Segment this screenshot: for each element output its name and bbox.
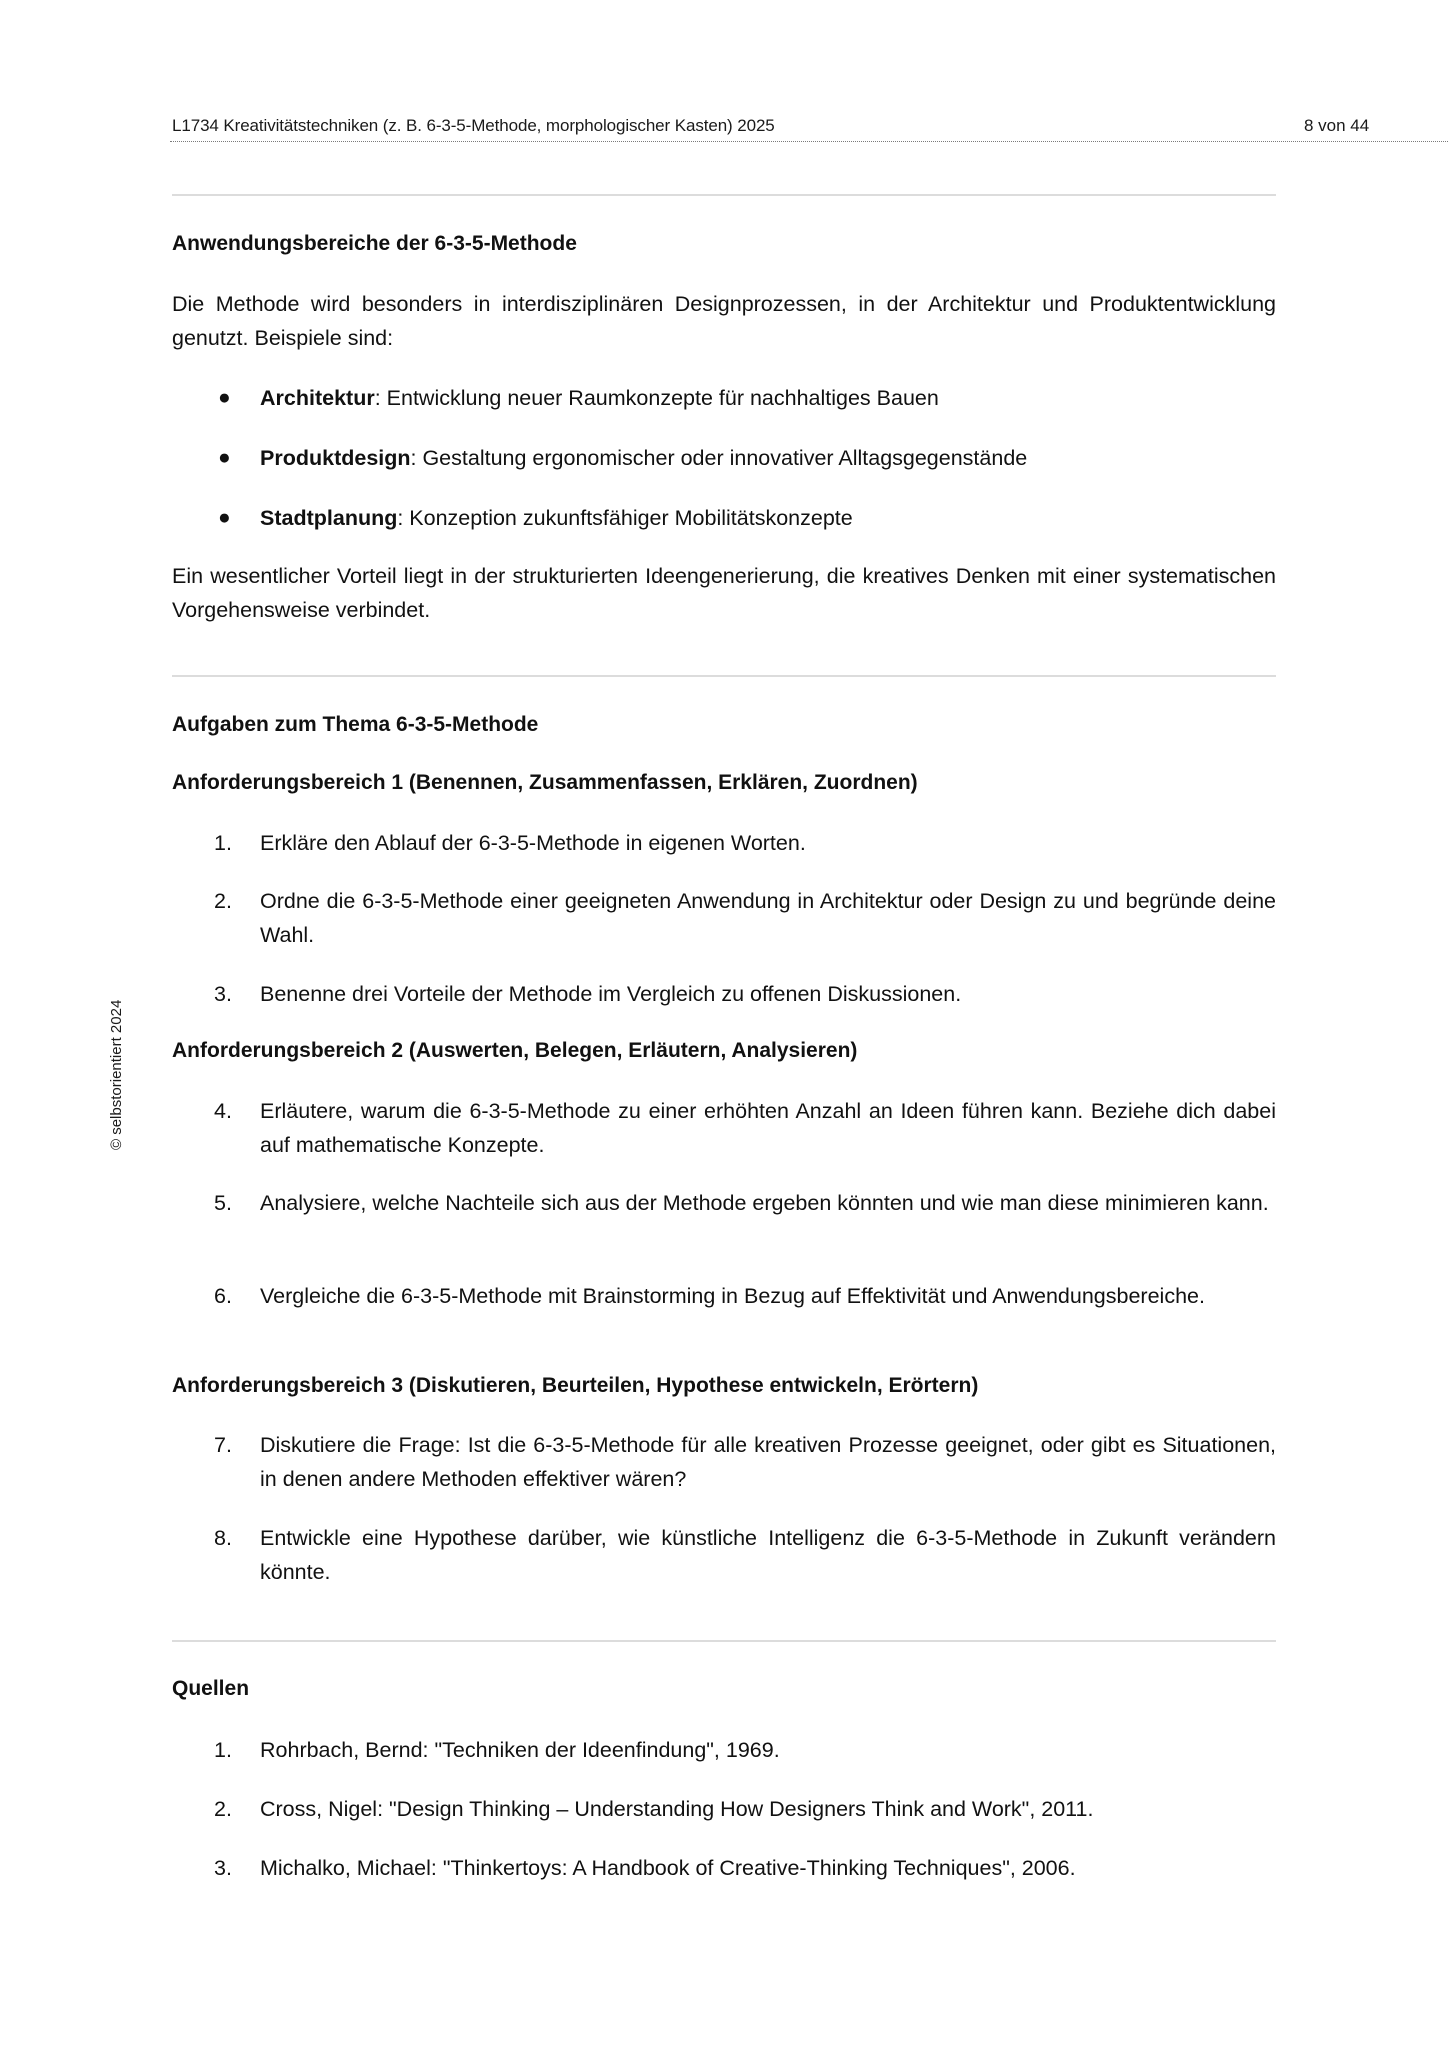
copyright-note: © selbstorientiert 2024 [108, 999, 125, 1150]
bullet-description: : Gestaltung ergonomischer oder innovativer Alltagsgegenstände [410, 446, 1028, 470]
requirement-area-heading: Anforderungsbereich 1 (Benennen, Zusammenfassen, Erklären, Zuordnen) [172, 771, 918, 794]
section-divider [172, 675, 1276, 677]
task-number: 8. [214, 1526, 232, 1550]
section-divider [172, 194, 1276, 196]
header-divider [170, 141, 1448, 142]
task-number: 7. [214, 1433, 232, 1457]
task-text: Diskutiere die Frage: Ist die 6-3-5-Methode für alle kreativen Prozesse geeignet, oder gibt es Situationen, in denen andere Methoden effektiver wären? [260, 1433, 1276, 1491]
bullet-icon: ● [218, 386, 231, 409]
task-text: Erläutere, warum die 6-3-5-Methode zu einer erhöhten Anzahl an Ideen führen kann. Beziehe dich dabei auf mathematische Konzepte. [260, 1099, 1276, 1157]
bullet-term: Architektur [260, 386, 375, 410]
page-indicator: 8 von 44 [1304, 116, 1370, 135]
application-intro: Die Methode wird besonders in interdisziplinären Designprozessen, in der Architektur und Produktentwicklung genutzt. Beispiele sind: [172, 292, 1276, 350]
source-number: 3. [214, 1856, 232, 1880]
source-text: Michalko, Michael: "Thinkertoys: A Handbook of Creative-Thinking Techniques", 2006. [260, 1856, 1076, 1880]
section-heading-tasks: Aufgaben zum Thema 6-3-5-Methode [172, 713, 539, 736]
task-text: Analysiere, welche Nachteile sich aus der Methode ergeben könnten und wie man diese minimieren kann. [260, 1191, 1269, 1215]
bullet-icon: ● [218, 506, 231, 529]
task-text: Vergleiche die 6-3-5-Methode mit Brainstorming in Bezug auf Effektivität und Anwendungsbereiche. [260, 1284, 1205, 1308]
bullet-term: Produktdesign [260, 446, 411, 470]
task-text: Benenne drei Vorteile der Methode im Vergleich zu offenen Diskussionen. [260, 982, 962, 1006]
source-number: 2. [214, 1797, 232, 1821]
section-heading-application: Anwendungsbereiche der 6-3-5-Methode [172, 232, 577, 255]
task-number: 6. [214, 1284, 232, 1308]
bullet-icon: ● [218, 446, 231, 469]
bullet-description: : Entwicklung neuer Raumkonzepte für nachhaltiges Bauen [374, 386, 939, 410]
task-text: Ordne die 6-3-5-Methode einer geeigneten Anwendung in Architektur oder Design zu und begründe deine Wahl. [260, 889, 1276, 947]
task-text: Entwickle eine Hypothese darüber, wie künstliche Intelligenz die 6-3-5-Methode in Zukunft verändern könnte. [260, 1526, 1276, 1584]
source-text: Rohrbach, Bernd: "Techniken der Ideenfindung", 1969. [260, 1738, 780, 1762]
task-number: 4. [214, 1099, 232, 1123]
bullet-description: : Konzeption zukunftsfähiger Mobilitätskonzepte [397, 506, 853, 530]
task-number: 5. [214, 1191, 232, 1215]
task-text: Erkläre den Ablauf der 6-3-5-Methode in eigenen Worten. [260, 831, 806, 855]
task-number: 2. [214, 889, 232, 913]
task-number: 3. [214, 982, 232, 1006]
bullet-term: Stadtplanung [260, 506, 398, 530]
requirement-area-heading: Anforderungsbereich 2 (Auswerten, Belegen, Erläutern, Analysieren) [172, 1039, 858, 1062]
page-header [170, 114, 1448, 142]
requirement-area-heading: Anforderungsbereich 3 (Diskutieren, Beurteilen, Hypothese entwickeln, Erörtern) [172, 1374, 979, 1397]
section-heading-sources: Quellen [172, 1677, 250, 1700]
source-number: 1. [214, 1738, 232, 1762]
application-conclusion: Ein wesentlicher Vorteil liegt in der strukturierten Ideengenerierung, die kreatives Denken mit einer systematischen Vorgehensweise verbindet. [172, 564, 1276, 622]
section-divider [172, 1640, 1276, 1642]
document-title: L1734 Kreativitätstechniken (z. B. 6-3-5-Methode, morphologischer Kasten) 2025 [172, 116, 775, 135]
source-text: Cross, Nigel: "Design Thinking – Understanding How Designers Think and Work", 2011. [260, 1797, 1094, 1821]
task-number: 1. [214, 831, 232, 855]
